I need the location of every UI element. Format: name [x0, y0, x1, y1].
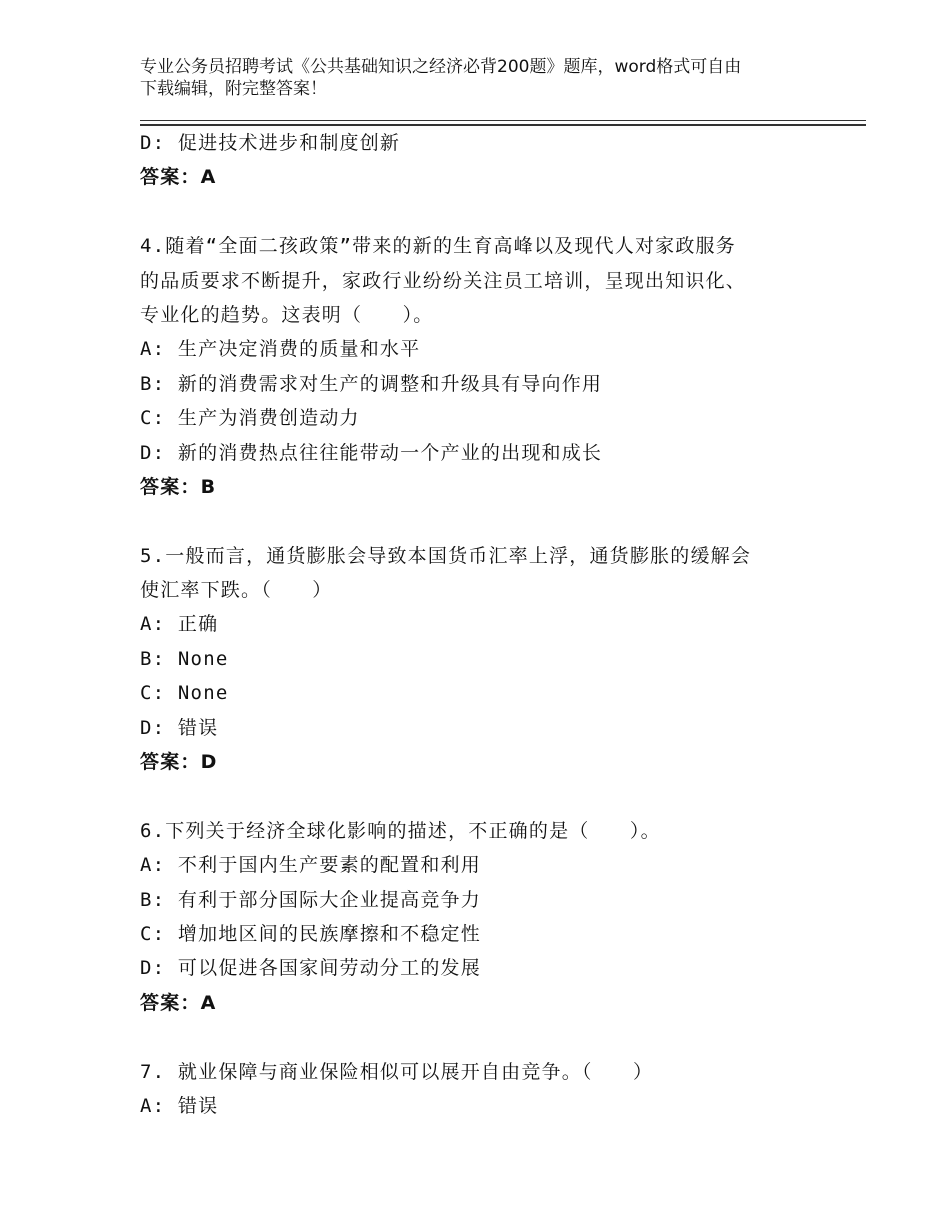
q5-option-b: B: None [140, 647, 229, 670]
q4-option-c: C: 生产为消费创造动力 [140, 407, 360, 430]
q7-stem-line-1: 7. 就业保障与商业保险相似可以展开自由竞争。（ ） [140, 1060, 654, 1083]
prev-answer: 答案：A [140, 166, 217, 189]
spacer [140, 779, 800, 813]
q5-stem-line-1: 5.一般而言，通货膨胀会导致本国货币汇率上浮，通货膨胀的缓解会 [140, 544, 752, 567]
q6-answer: 答案：A [140, 991, 217, 1014]
header-divider-thin [140, 120, 866, 121]
q6-stem-line-1: 6.下列关于经济全球化影响的描述，不正确的是（ ）。 [140, 819, 661, 842]
q5-option-a: A: 正确 [140, 613, 219, 636]
spacer [140, 504, 800, 538]
spacer [140, 1020, 800, 1054]
q5-option-d: D: 错误 [140, 716, 219, 739]
q6-option-d: D: 可以促进各国家间劳动分工的发展 [140, 957, 481, 980]
prev-option-d: D: 促进技术进步和制度创新 [140, 132, 401, 154]
document-body [140, 126, 800, 1123]
q4-stem-line-3: 专业化的趋势。这表明（ ）。 [140, 303, 434, 326]
header-title-line-1: 专业公务员招聘考试《公共基础知识之经济必背200题》题库，word格式可自由 [140, 57, 742, 77]
q7-option-a: A: 错误 [140, 1094, 219, 1117]
q4-answer: 答案：B [140, 475, 217, 498]
q4-stem-line-1: 4.随着“全面二孩政策”带来的新的生育高峰以及现代人对家政服务 [140, 235, 736, 258]
spacer [140, 195, 800, 229]
q4-stem-line-2: 的品质要求不断提升，家政行业纷纷关注员工培训，呈现出知识化、 [140, 269, 747, 292]
q5-answer: 答案：D [140, 751, 218, 774]
q5-stem-line-2: 使汇率下跌。（ ） [140, 579, 333, 602]
q4-option-d: D: 新的消费热点往往能带动一个产业的出现和成长 [140, 441, 603, 464]
page-header [140, 56, 820, 100]
q6-option-c: C: 增加地区间的民族摩擦和不稳定性 [140, 922, 481, 945]
header-title-line-2: 下载编辑，附完整答案！ [140, 79, 327, 99]
q4-option-a: A: 生产决定消费的质量和水平 [140, 338, 421, 361]
q5-option-c: C: None [140, 682, 229, 705]
q4-option-b: B: 新的消费需求对生产的调整和升级具有导向作用 [140, 372, 603, 395]
q6-option-b: B: 有利于部分国际大企业提高竞争力 [140, 888, 481, 911]
q6-option-a: A: 不利于国内生产要素的配置和利用 [140, 854, 481, 877]
